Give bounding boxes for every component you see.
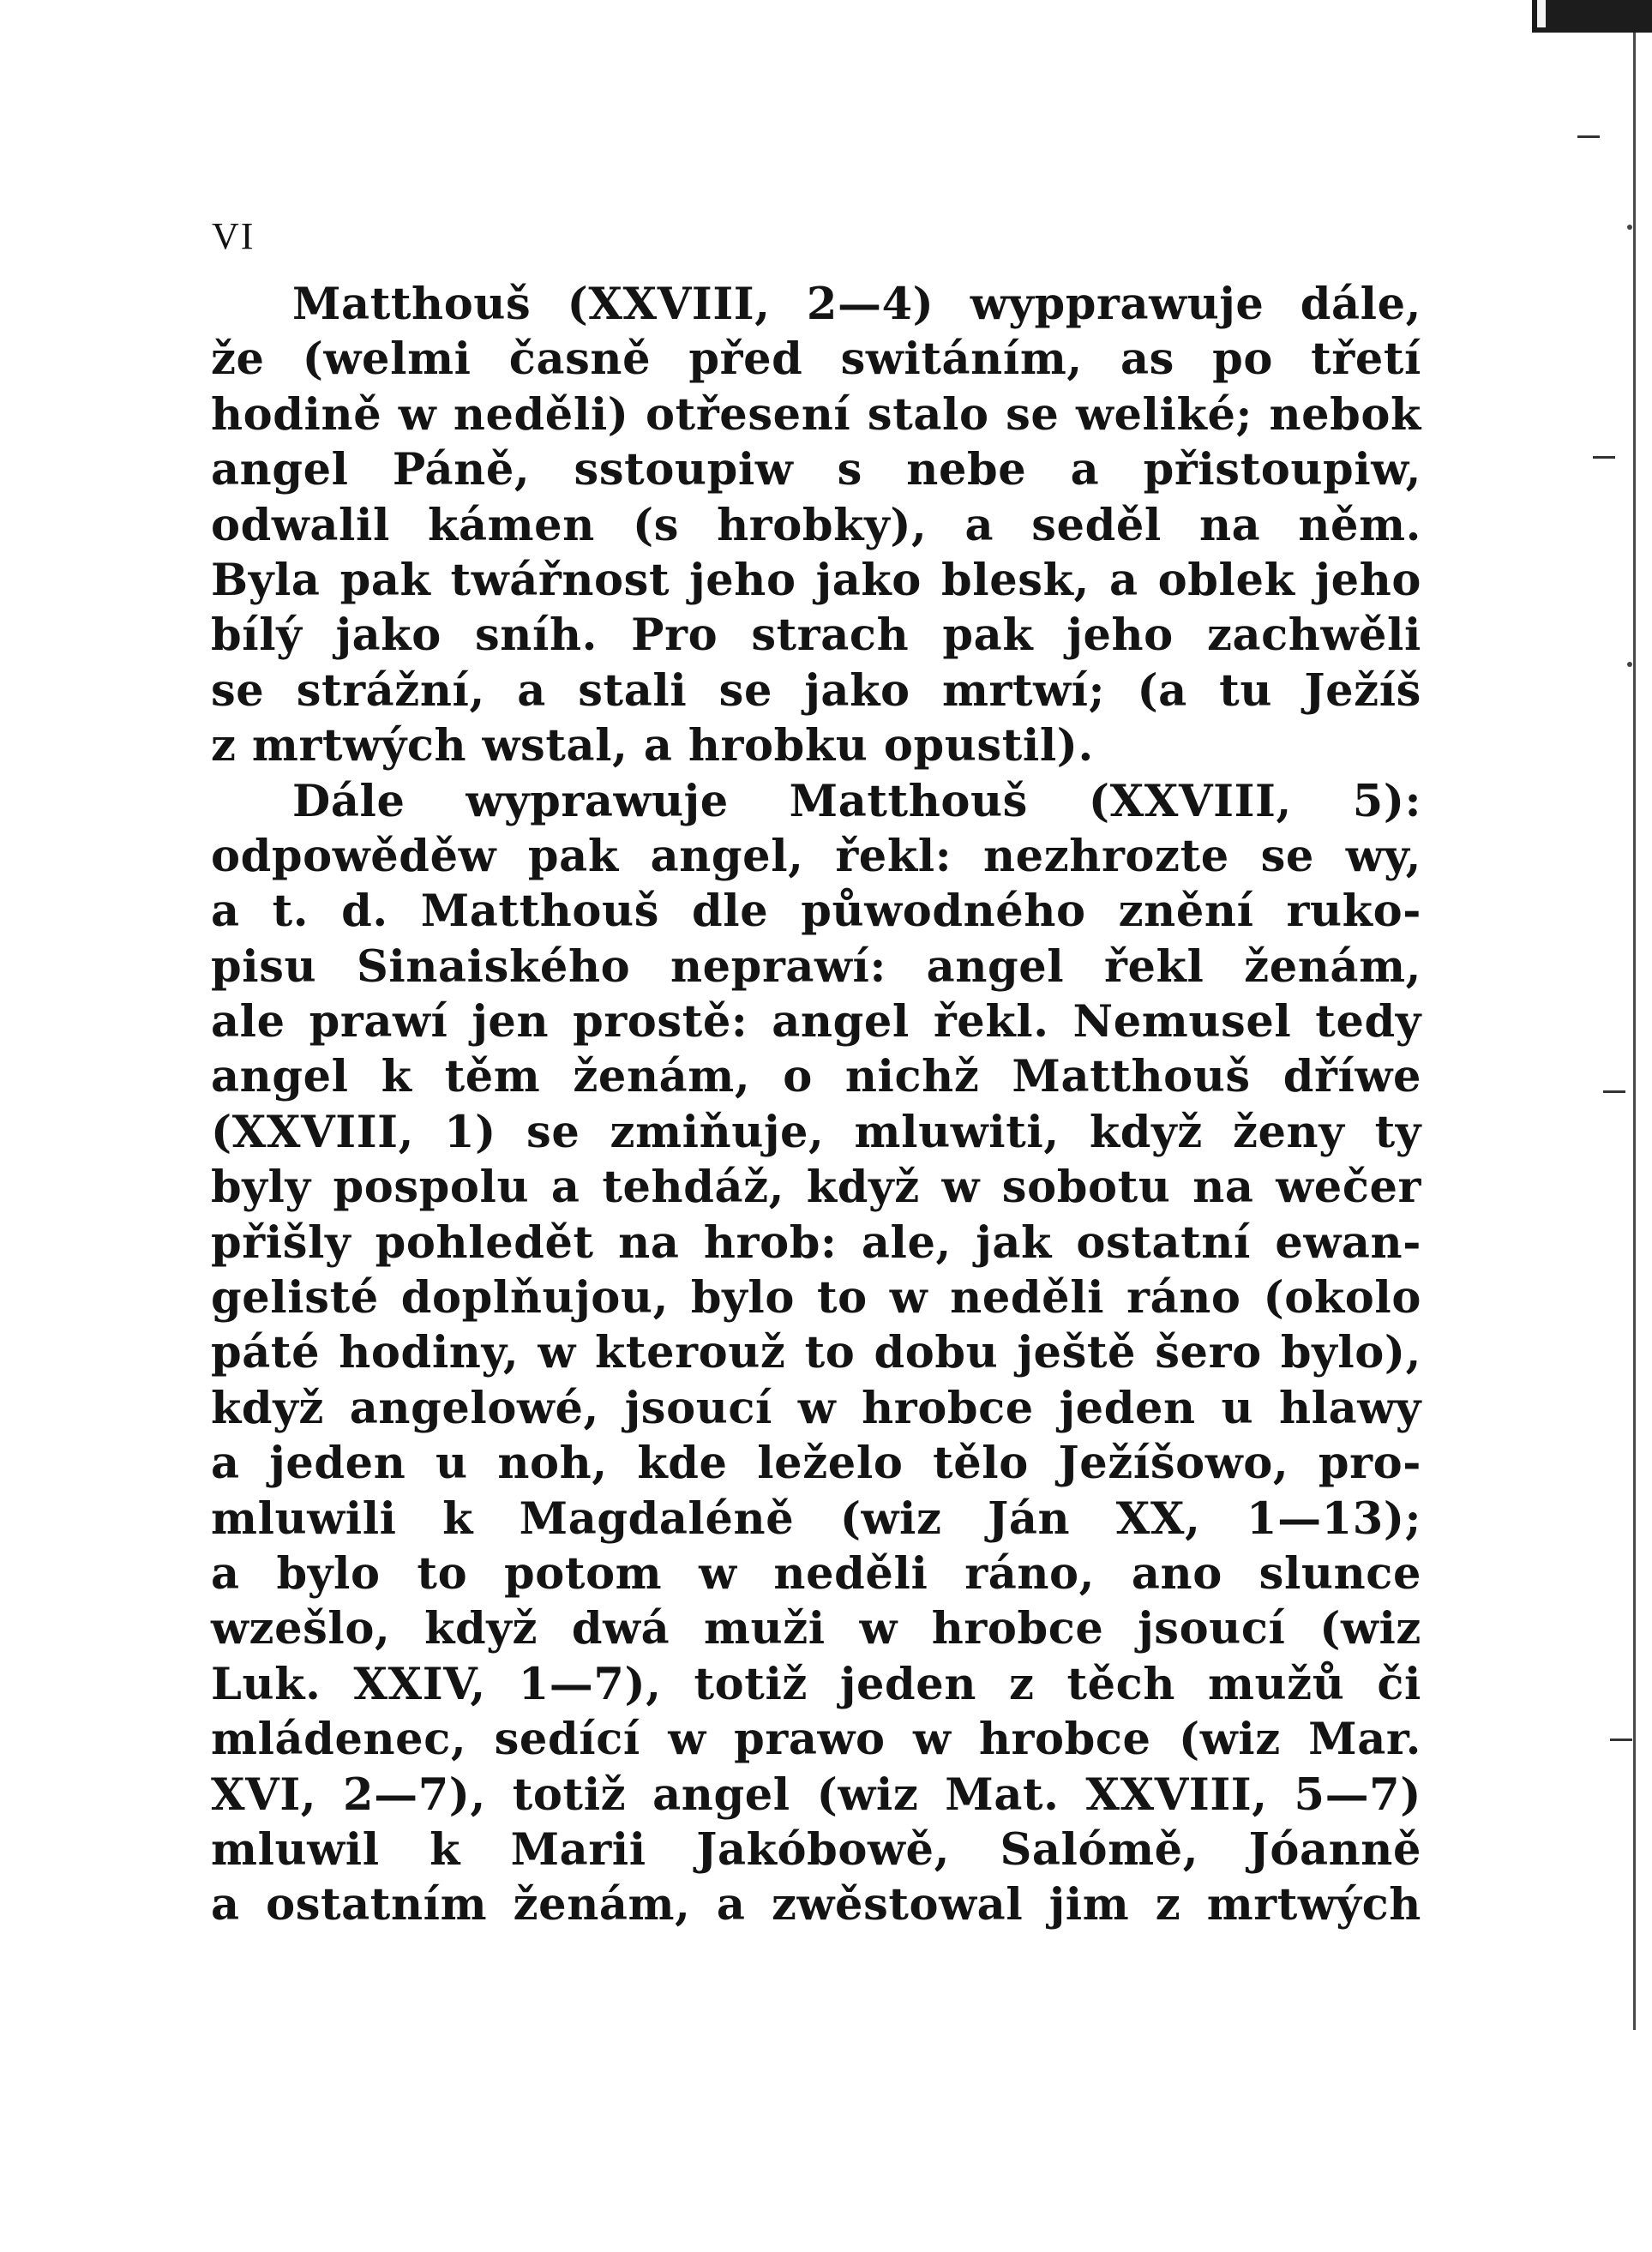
text-line: wzešlo, když dwá muži w hrobce jsoucí (wiz [211,1603,1421,1655]
text-line: odpowěděw pak angel, řekl: nezhrozte se wy, [211,830,1421,882]
edge-mark [1627,662,1632,667]
text-line: Luk. XXIV, 1—7), totiž jeden z těch mužů či [211,1658,1421,1710]
text-line: a jeden u noh, kde leželo tělo Ježíšowo, pro- [211,1438,1421,1490]
text-line: že (welmi časně před switáním, as po třetí [211,333,1421,386]
page-number: VI [212,215,255,257]
scan-edge-right [1633,33,1636,2030]
text-line: mládenec, sedící w prawo w hrobce (wiz Mar. [211,1714,1421,1766]
text-line: ale prawí jen prostě: angel řekl. Nemusel tedy [211,996,1421,1048]
edge-mark [1610,1739,1632,1741]
text-line: když angelowé, jsoucí w hrobce jeden u hlawy [211,1382,1421,1434]
text-line: přišly pohledět na hrob: ale, jak ostatní ewan- [211,1216,1421,1269]
text-line: a bylo to potom w neděli ráno, ano slunce [211,1547,1421,1600]
text-line: mluwili k Magdaléně (wiz Ján XX, 1—13); [211,1492,1421,1545]
text-line: byly pospolu a tehdáž, když w sobotu na wečer [211,1162,1421,1214]
body-text [211,277,1421,1933]
text-line: angel k těm ženám, o nichž Matthouš dříwe [211,1051,1421,1103]
text-line: mluwil k Marii Jakóbowě, Salómě, Jóanně [211,1823,1421,1876]
edge-mark [1603,1090,1625,1093]
text-line: z mrtwých wstal, a hrobku opustil). [211,720,1094,772]
text-line: (XXVIII, 1) se zmiňuje, mluwiti, když ženy ty [211,1106,1421,1158]
text-line: bílý jako sníh. Pro strach pak jeho zachwěli [211,610,1421,662]
edge-mark [1627,225,1632,230]
text-line: XVI, 2—7), totiž angel (wiz Mat. XXVIII, 5—7) [211,1769,1421,1821]
scan-edge-notch [1537,0,1546,27]
text-line: odwalil kámen (s hrobky), a seděl na něm. [211,499,1421,551]
text-line: se strážní, a stali se jako mrtwí; (a tu Ježíš [211,664,1421,717]
text-line: a t. d. Matthouš dle půwodného znění ruko- [211,886,1421,938]
text-line: páté hodiny, w kterouž to dobu ještě šero bylo), [211,1327,1421,1379]
text-line: Byla pak twářnost jeho jako blesk, a oblek jeho [211,554,1421,606]
text-line: a ostatním ženám, a zwěstowal jim z mrtwých [211,1879,1421,1931]
text-line: hodině w neděli) otřesení stalo se weliké; nebok [211,388,1421,441]
edge-mark [1577,135,1600,138]
text-line: angel Páně, sstoupiw s nebe a přistoupiw, [211,444,1421,496]
edge-mark [1593,456,1615,459]
text-line: Matthouš (XXVIII, 2—4) wypprawuje dále, [292,279,1421,330]
scan-edge-top [1532,0,1652,33]
text-line: Dále wyprawuje Matthouš (XXVIII, 5): [292,775,1421,827]
text-line: pisu Sinaiského neprawí: angel řekl ženám, [211,940,1421,993]
text-line: gelisté doplňujou, bylo to w neděli ráno (okolo [211,1272,1421,1324]
